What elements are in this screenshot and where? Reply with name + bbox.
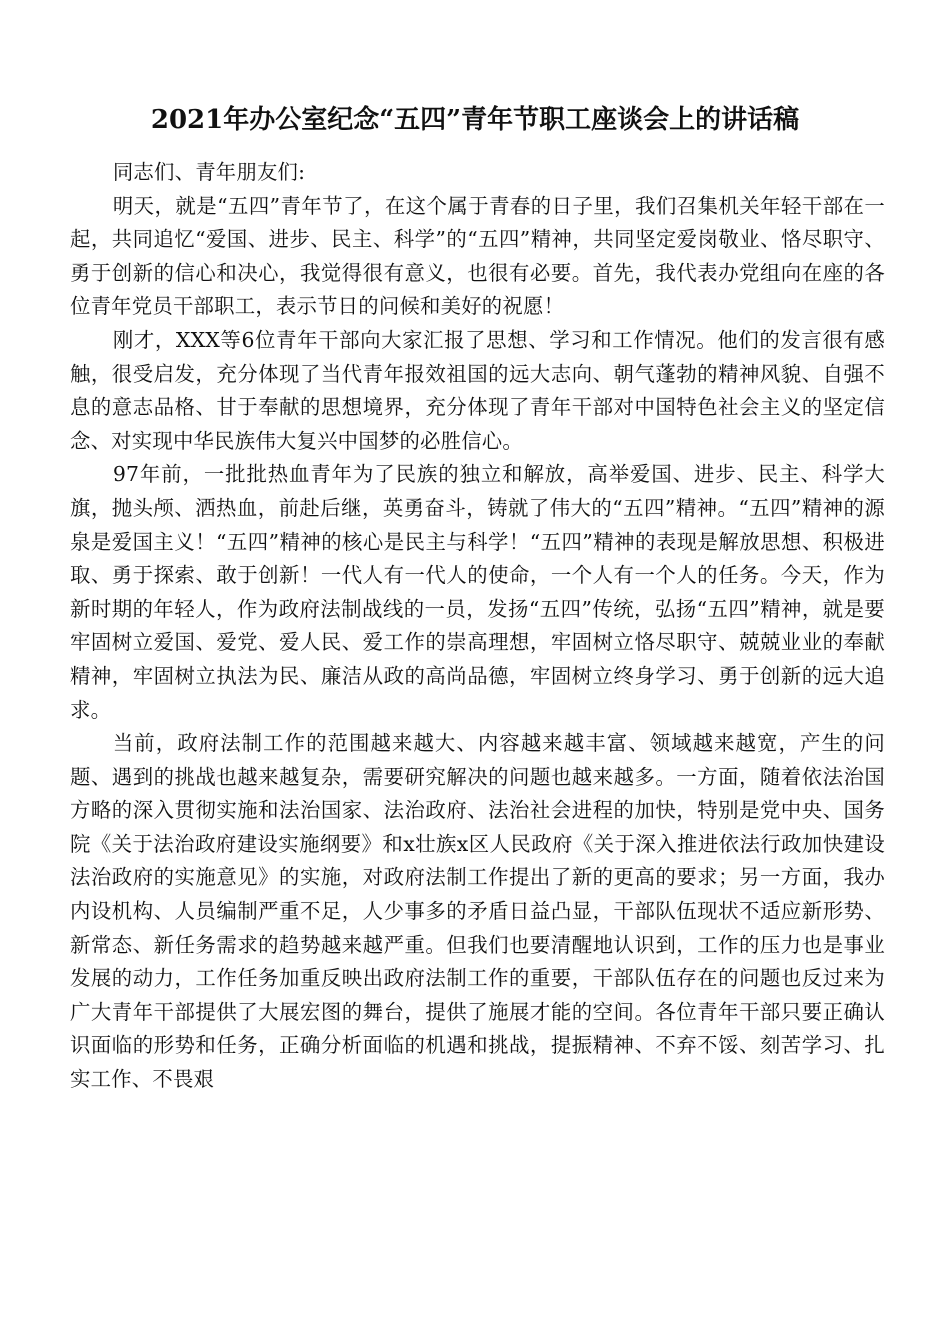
document-title: 2021年办公室纪念“五四”青年节职工座谈会上的讲话稿 [150,105,800,135]
paragraph-4: 当前，政府法制工作的范围越来越大、内容越来越丰富、领域越来越宽，产生的问题、遇到的挑战也越来越复杂，需要研究解决的问题也越来越多。一方面，随着依法治国方略的深入贯彻实施和法治国家、法治政府、法治社会进程的加快，特别是党中央、国务院《关于法治政府建设实施纲要》和x壮族x区人民政府《关于深入推进依法行政加快建设法治政府的实施意见》的实施，对政府法制工作提出了新的更高的要求；另一方面，我办内设机构、人员编制严重不足，人少事多的矛盾日益凸显，干部队伍现状不适应新形势、新常态、新任务需求的趋势越来越严重。但我们也要清醒地认识到，工作的压力也是事业发展的动力，工作任务加重反映出政府法制工作的重要，干部队伍存在的问题也反过来为广大青年干部提供了大展宏图的舞台，提供了施展才能的空间。各位青年干部只要正确认识面临的形势和任务，正确分析面临的机遇和挑战，提振精神、不弃不馁、刻苦学习、扎实工作、不畏艰 [70,731,885,1092]
paragraph-1: 明天，就是“五四”青年节了，在这个属于青春的日子里，我们召集机关年轻干部在一起，共同追忆“爱国、进步、民主、科学”的“五四”精神，共同坚定爱岗敬业、恪尽职守、勇于创新的信心和决心，我觉得很有意义，也很有必要。首先，我代表办党组向在座的各位青年党员干部职工，表示节日的问候和美好的祝愿！ [70,193,885,319]
paragraph-3: 97年前，一批批热血青年为了民族的独立和解放，高举爱国、进步、民主、科学大旗，抛头颅、洒热血，前赴后继，英勇奋斗，铸就了伟大的“五四”精神。“五四”精神的源泉是爱国主义！“五四”精神的核心是民主与科学！“五四”精神的表现是解放思想、积极进取、勇于探索、敢于创新！一代人有一代人的使命，一个人有一个人的任务。今天，作为新时期的年轻人，作为政府法制战线的一员，发扬“五四”传统，弘扬“五四”精神，就是要牢固树立爱国、爱党、爱人民、爱工作的崇高理想，牢固树立恪尽职守、兢兢业业的奉献精神，牢固树立执法为民、廉洁从政的高尚品德，牢固树立终身学习、勇于创新的远大追求。 [70,462,885,722]
salutation: 同志们、青年朋友们: [112,160,306,184]
paragraph-2: 刚才，XXX等6位青年干部向大家汇报了思想、学习和工作情况。他们的发言很有感触，很受启发，充分体现了当代青年报效祖国的远大志向、朝气蓬勃的精神风貌、自强不息的意志品格、甘于奉献的思想境界，充分体现了青年干部对中国特色社会主义的坚定信念、对实现中华民族伟大复兴中国梦的必胜信心。 [70,327,885,453]
document-body [70,156,885,1097]
